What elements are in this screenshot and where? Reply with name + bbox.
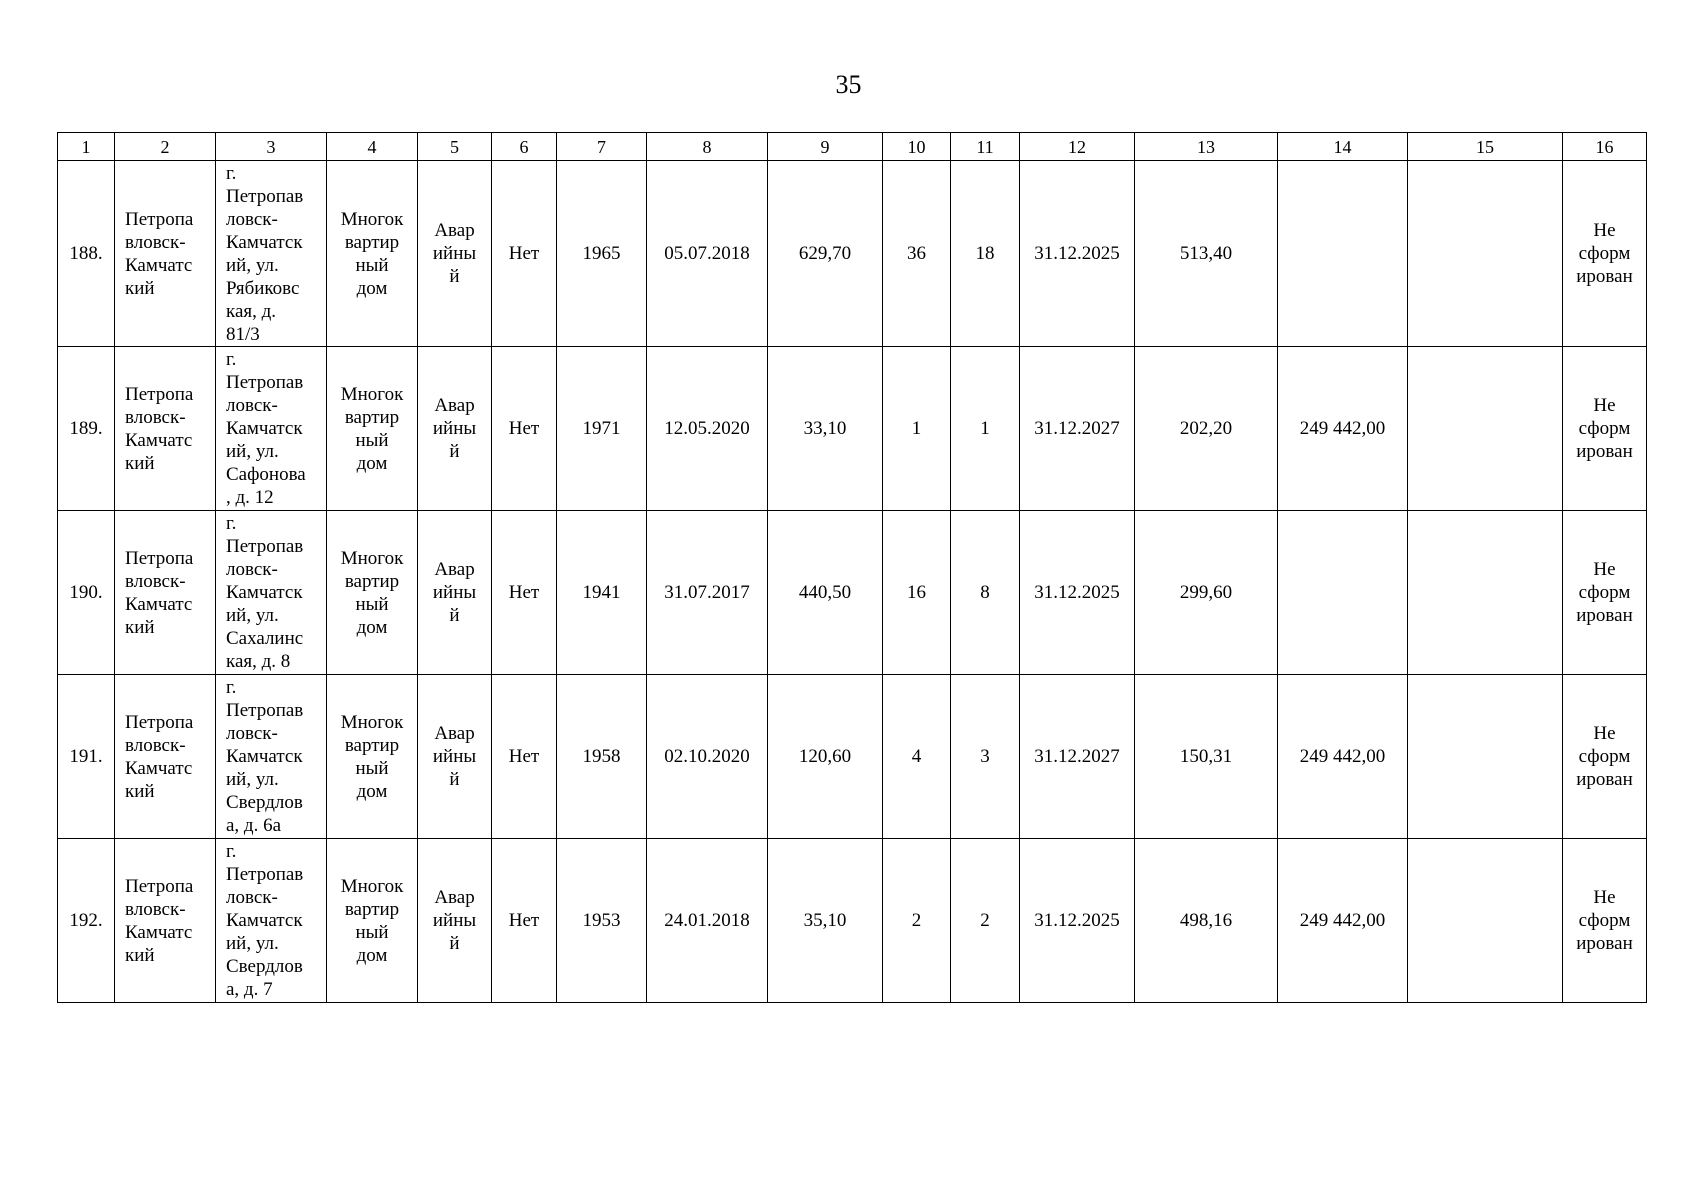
cell-col-16-line: ирован — [1576, 769, 1633, 790]
cell-address — [216, 347, 327, 511]
cell-year-built: 1953 — [557, 839, 647, 1003]
cell-condition-status-line: й — [449, 933, 460, 954]
cell-flag: Нет — [492, 511, 557, 675]
cell-city — [115, 675, 216, 839]
cell-address-line: ий, ул. — [226, 769, 279, 790]
cell-city-line: кий — [125, 452, 155, 474]
cell-col-14: 249 442,00 — [1278, 347, 1408, 511]
cell-condition-status-line: й — [449, 769, 460, 790]
cell-address-line: а, д. 7 — [226, 979, 273, 1000]
cell-address-line: кая, д. 8 — [226, 651, 291, 672]
cell-col-11: 3 — [951, 675, 1020, 839]
cell-recognition-date: 24.01.2018 — [647, 839, 768, 1003]
cell-recognition-date: 31.07.2017 — [647, 511, 768, 675]
cell-col-16-line: сформ — [1578, 910, 1631, 931]
cell-city — [115, 347, 216, 511]
cell-address — [216, 511, 327, 675]
cell-address-line: Камчатск — [226, 582, 303, 603]
cell-building-type-line: дом — [356, 277, 388, 299]
column-header: 11 — [951, 133, 1020, 161]
cell-row-number: 188. — [58, 161, 115, 347]
cell-address-line: г. — [226, 349, 237, 370]
cell-col-16-line: ирован — [1576, 605, 1633, 626]
cell-address-line: ловск- — [226, 208, 278, 230]
cell-col-16-line: сформ — [1578, 582, 1631, 603]
cell-col-14: 249 442,00 — [1278, 675, 1408, 839]
column-header: 9 — [768, 133, 883, 161]
cell-address — [216, 675, 327, 839]
cell-city-line: кий — [125, 944, 155, 966]
cell-col-15 — [1408, 347, 1563, 511]
cell-building-type-line: дом — [356, 452, 388, 474]
cell-building-type-line: вартир — [344, 570, 400, 592]
column-header: 3 — [216, 133, 327, 161]
cell-col-16-line: Не — [1593, 887, 1616, 908]
cell-building-type-line: ный — [355, 429, 389, 451]
cell-address-line: ий, ул. — [226, 441, 279, 462]
cell-building-type-line: Многок — [340, 547, 404, 569]
table-row — [58, 511, 1647, 675]
cell-address-line: ловск- — [226, 723, 278, 744]
cell-deadline: 31.12.2025 — [1020, 161, 1135, 347]
column-header: 12 — [1020, 133, 1135, 161]
cell-city-line: Камчатс — [125, 921, 193, 943]
cell-col-15 — [1408, 161, 1563, 347]
cell-col-16 — [1563, 511, 1647, 675]
cell-building-type-line: ный — [355, 593, 389, 615]
column-header: 15 — [1408, 133, 1563, 161]
cell-condition-status-line: й — [449, 266, 460, 287]
cell-address-line: 81/3 — [226, 323, 260, 345]
cell-col-16-line: Не — [1593, 220, 1616, 241]
cell-col-11: 8 — [951, 511, 1020, 675]
cell-address-line: г. — [226, 841, 237, 862]
cell-building-type-line: Многок — [340, 711, 404, 733]
cell-building-type-line: дом — [356, 616, 388, 638]
cell-condition-status-line: Авар — [434, 395, 475, 416]
cell-address-line: ий, ул. — [226, 933, 279, 954]
cell-address-line: Камчатск — [226, 418, 303, 439]
cell-col-16-line: Не — [1593, 559, 1616, 580]
cell-building-type-line: вартир — [344, 734, 400, 756]
cell-col-15 — [1408, 675, 1563, 839]
cell-deadline: 31.12.2025 — [1020, 839, 1135, 1003]
cell-col-15 — [1408, 511, 1563, 675]
cell-col-16-line: сформ — [1578, 243, 1631, 264]
column-header: 1 — [58, 133, 115, 161]
cell-area: 120,60 — [768, 675, 883, 839]
cell-year-built: 1941 — [557, 511, 647, 675]
cell-area: 440,50 — [768, 511, 883, 675]
cell-address-line: Камчатск — [226, 910, 303, 931]
cell-col-13: 202,20 — [1135, 347, 1278, 511]
cell-building-type — [327, 675, 418, 839]
cell-col-10: 1 — [883, 347, 951, 511]
cell-city — [115, 839, 216, 1003]
cell-address-line: г. — [226, 677, 237, 698]
cell-col-11: 2 — [951, 839, 1020, 1003]
cell-col-16-line: ирован — [1576, 266, 1633, 287]
cell-city-line: кий — [125, 277, 155, 299]
cell-address-line: Сафонова — [226, 464, 306, 485]
cell-year-built: 1971 — [557, 347, 647, 511]
cell-address-line: Камчатск — [226, 231, 303, 253]
column-header: 2 — [115, 133, 216, 161]
cell-condition-status-line: ийны — [432, 910, 477, 931]
cell-building-type — [327, 347, 418, 511]
cell-address-line: г. — [226, 162, 237, 184]
cell-condition-status-line: ийны — [432, 582, 477, 603]
cell-address-line: а, д. 6а — [226, 815, 282, 836]
cell-deadline: 31.12.2027 — [1020, 675, 1135, 839]
cell-address-line: Сахалинс — [226, 628, 304, 649]
cell-flag: Нет — [492, 675, 557, 839]
cell-row-number: 190. — [58, 511, 115, 675]
cell-city — [115, 511, 216, 675]
column-header: 6 — [492, 133, 557, 161]
cell-col-16-line: сформ — [1578, 746, 1631, 767]
cell-col-13: 299,60 — [1135, 511, 1278, 675]
cell-address-line: Петропав — [226, 185, 304, 207]
column-header: 4 — [327, 133, 418, 161]
cell-col-13: 513,40 — [1135, 161, 1278, 347]
cell-col-13: 498,16 — [1135, 839, 1278, 1003]
cell-city-line: вловск- — [125, 570, 186, 592]
cell-condition-status — [418, 675, 492, 839]
cell-col-16-line: сформ — [1578, 418, 1631, 439]
cell-building-type-line: ный — [355, 757, 389, 779]
cell-address-line: Рябиковс — [226, 277, 300, 299]
cell-city-line: вловск- — [125, 406, 186, 428]
cell-address-line: ий, ул. — [226, 254, 279, 276]
table-row — [58, 347, 1647, 511]
cell-city-line: Камчатс — [125, 757, 193, 779]
column-header: 10 — [883, 133, 951, 161]
cell-building-type-line: дом — [356, 944, 388, 966]
cell-condition-status-line: ийны — [432, 418, 477, 439]
cell-city-line: вловск- — [125, 231, 186, 253]
cell-condition-status-line: Авар — [434, 559, 475, 580]
cell-address-line: ловск- — [226, 395, 278, 416]
cell-city-line: Камчатс — [125, 429, 193, 451]
cell-col-16 — [1563, 347, 1647, 511]
cell-deadline: 31.12.2027 — [1020, 347, 1135, 511]
cell-col-11: 18 — [951, 161, 1020, 347]
cell-col-10: 16 — [883, 511, 951, 675]
cell-area: 629,70 — [768, 161, 883, 347]
column-header: 5 — [418, 133, 492, 161]
cell-area: 35,10 — [768, 839, 883, 1003]
cell-city-line: Петропа — [125, 383, 194, 405]
cell-recognition-date: 05.07.2018 — [647, 161, 768, 347]
cell-building-type — [327, 511, 418, 675]
table-row — [58, 161, 1647, 347]
cell-city-line: кий — [125, 616, 155, 638]
cell-recognition-date: 12.05.2020 — [647, 347, 768, 511]
cell-col-14: 249 442,00 — [1278, 839, 1408, 1003]
cell-condition-status — [418, 511, 492, 675]
cell-address-line: Петропав — [226, 700, 304, 721]
cell-address-line: Петропав — [226, 864, 304, 885]
cell-address-line: ловск- — [226, 887, 278, 908]
cell-city-line: кий — [125, 780, 155, 802]
cell-flag: Нет — [492, 161, 557, 347]
cell-area: 33,10 — [768, 347, 883, 511]
cell-address-line: Камчатск — [226, 746, 303, 767]
cell-building-type-line: Многок — [340, 208, 404, 230]
cell-address-line: кая, д. — [226, 300, 277, 322]
cell-building-type-line: вартир — [344, 406, 400, 428]
cell-col-16-line: Не — [1593, 395, 1616, 416]
cell-col-14 — [1278, 511, 1408, 675]
cell-building-type-line: вартир — [344, 231, 400, 253]
cell-condition-status — [418, 839, 492, 1003]
cell-col-16-line: ирован — [1576, 933, 1633, 954]
cell-col-16 — [1563, 675, 1647, 839]
cell-year-built: 1958 — [557, 675, 647, 839]
column-header: 8 — [647, 133, 768, 161]
cell-row-number: 189. — [58, 347, 115, 511]
cell-condition-status-line: Авар — [434, 887, 475, 908]
table-row — [58, 675, 1647, 839]
table-row — [58, 839, 1647, 1003]
cell-building-type-line: вартир — [344, 898, 400, 920]
cell-col-16-line: ирован — [1576, 441, 1633, 462]
housing-register-table — [57, 132, 1647, 1003]
cell-address-line: Свердлов — [226, 956, 303, 977]
cell-building-type-line: дом — [356, 780, 388, 802]
cell-condition-status-line: Авар — [434, 723, 475, 744]
cell-col-10: 36 — [883, 161, 951, 347]
cell-address-line: Петропав — [226, 372, 304, 393]
cell-condition-status-line: ийны — [432, 243, 477, 264]
cell-city-line: вловск- — [125, 898, 186, 920]
cell-flag: Нет — [492, 839, 557, 1003]
cell-col-10: 4 — [883, 675, 951, 839]
cell-condition-status — [418, 347, 492, 511]
cell-row-number: 191. — [58, 675, 115, 839]
cell-col-14 — [1278, 161, 1408, 347]
cell-city-line: вловск- — [125, 734, 186, 756]
cell-col-15 — [1408, 839, 1563, 1003]
cell-year-built: 1965 — [557, 161, 647, 347]
cell-flag: Нет — [492, 347, 557, 511]
cell-address-line: г. — [226, 513, 237, 534]
cell-row-number: 192. — [58, 839, 115, 1003]
cell-recognition-date: 02.10.2020 — [647, 675, 768, 839]
cell-col-13: 150,31 — [1135, 675, 1278, 839]
column-number-header-row — [58, 133, 1647, 161]
cell-address — [216, 161, 327, 347]
cell-col-11: 1 — [951, 347, 1020, 511]
cell-address — [216, 839, 327, 1003]
page-number: 35 — [835, 70, 862, 99]
column-header: 16 — [1563, 133, 1647, 161]
cell-city-line: Петропа — [125, 711, 194, 733]
cell-col-16 — [1563, 839, 1647, 1003]
cell-deadline: 31.12.2025 — [1020, 511, 1135, 675]
cell-building-type-line: ный — [355, 921, 389, 943]
table-body — [58, 161, 1647, 1003]
cell-city — [115, 161, 216, 347]
cell-building-type — [327, 839, 418, 1003]
column-header: 14 — [1278, 133, 1408, 161]
cell-condition-status-line: Авар — [434, 220, 475, 241]
cell-address-line: Петропав — [226, 536, 304, 557]
column-header: 13 — [1135, 133, 1278, 161]
cell-building-type-line: ный — [355, 254, 389, 276]
cell-condition-status-line: ийны — [432, 746, 477, 767]
cell-address-line: Свердлов — [226, 792, 303, 813]
cell-building-type — [327, 161, 418, 347]
cell-building-type-line: Многок — [340, 383, 404, 405]
cell-col-16 — [1563, 161, 1647, 347]
cell-city-line: Петропа — [125, 875, 194, 897]
cell-address-line: , д. 12 — [226, 487, 274, 508]
cell-city-line: Камчатс — [125, 254, 193, 276]
cell-address-line: ий, ул. — [226, 605, 279, 626]
cell-condition-status-line: й — [449, 605, 460, 626]
cell-city-line: Петропа — [125, 208, 194, 230]
cell-city-line: Камчатс — [125, 593, 193, 615]
cell-address-line: ловск- — [226, 559, 278, 580]
cell-city-line: Петропа — [125, 547, 194, 569]
cell-building-type-line: Многок — [340, 875, 404, 897]
cell-col-10: 2 — [883, 839, 951, 1003]
cell-col-16-line: Не — [1593, 723, 1616, 744]
column-header: 7 — [557, 133, 647, 161]
cell-condition-status-line: й — [449, 441, 460, 462]
cell-condition-status — [418, 161, 492, 347]
